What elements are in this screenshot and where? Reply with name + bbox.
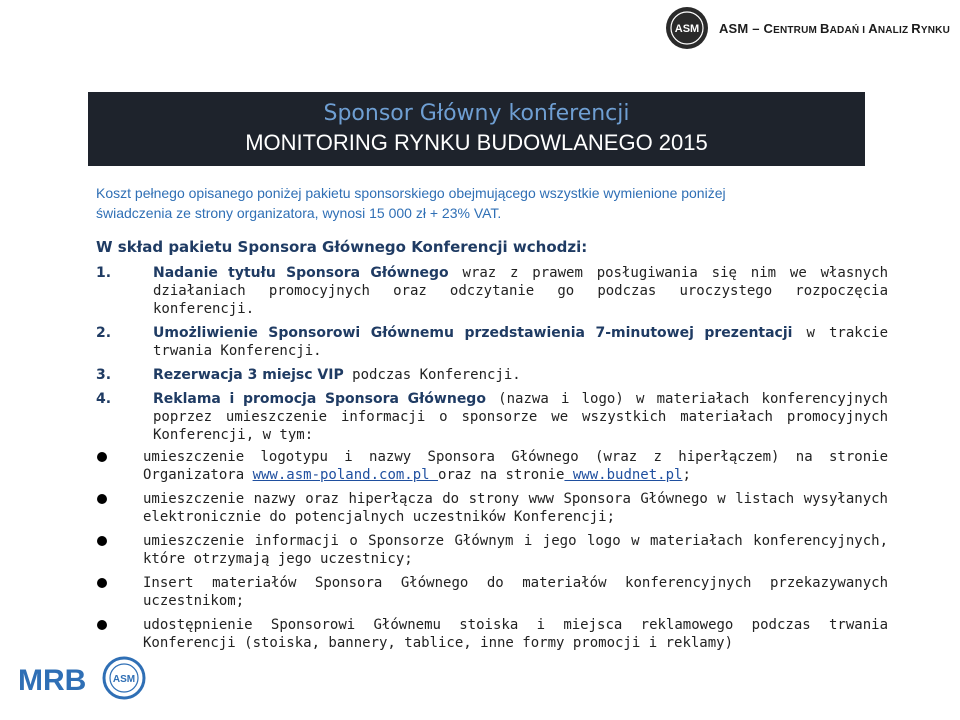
list-item	[96, 390, 888, 658]
sub-list-item: umieszczenie logotypu i nazwy Sponsora Głównego (wraz z hiperłączem) na stronie Organizatora www.asm-poland.com.pl oraz na stronie www.budnet.pl;	[49, 448, 888, 484]
bullet-icon	[49, 532, 145, 568]
mrb-badge-letters: ASM	[112, 674, 136, 685]
intro-text	[96, 183, 886, 223]
bullet-icon	[49, 448, 145, 484]
banner-subtitle: Sponsor Główny konferencji	[323, 101, 630, 126]
asm-logo-letters: ASM	[674, 23, 700, 35]
item-text: (nazwa i logo) w materiałach konferencyjnych poprzez umieszczenie informacji o sponsorze we wszystkich materiałach promocyjnych Konferencji, w tym:	[153, 391, 888, 443]
list-item	[96, 264, 888, 318]
mrb-logo-text: MRB	[18, 664, 87, 697]
item-number: 2.	[96, 325, 112, 341]
sub-list	[143, 448, 888, 652]
list-item	[96, 324, 888, 360]
item-title: Nadanie tytułu Sponsora Głównego	[153, 265, 449, 281]
banner-title: MONITORING RYNKU BUDOWLANEGO 2015	[245, 130, 708, 155]
package-content	[96, 238, 888, 664]
item-title: Rezerwacja 3 miejsc VIP	[153, 367, 344, 383]
package-lead: W skład pakietu Sponsora Głównego Konferencji wchodzi:	[96, 238, 588, 256]
item-number: 4.	[96, 391, 112, 407]
sub-list-item: Insert materiałów Sponsora Głównego do materiałów konferencyjnych przekazywanych uczestnikom;	[49, 574, 888, 610]
bullet-icon	[49, 574, 145, 610]
item-text: w trakcie trwania Konferencji.	[153, 325, 888, 359]
item-text: podczas Konferencji.	[343, 367, 521, 383]
brand-name: ASM – CENTRUM BADAŃ I ANALIZ RYNKU	[718, 20, 950, 36]
sub-list-item: umieszczenie informacji o Sponsorze Głównym i jego logo w materiałach konferencyjnych, które otrzymają jego uczestnicy;	[49, 532, 888, 568]
budnet-website-link[interactable]: www.budnet.pl	[564, 467, 683, 483]
bullet-icon	[49, 490, 145, 526]
list-item	[96, 366, 888, 384]
sub-list-item: umieszczenie nazwy oraz hiperłącza do strony www Sponsora Głównego w listach wysyłanych elektronicznie do potencjalnych uczestników Konferencji;	[49, 490, 888, 526]
item-title: Umożliwienie Sponsorowi Głównemu przedstawienia 7-minutowej prezentacji	[153, 325, 793, 341]
asm-website-link[interactable]: www.asm-poland.com.pl	[252, 467, 439, 483]
intro-line-2: świadczenia ze strony organizatora, wynosi 15 000 zł + 23% VAT.	[96, 205, 502, 221]
title-banner	[88, 92, 865, 166]
sub-list-item: udostępnienie Sponsorowi Głównemu stoiska i miejsca reklamowego podczas trwania Konferencji (stoiska, bannery, tablice, inne formy promocji i reklamy)	[49, 616, 888, 652]
header-brand	[665, 6, 950, 50]
item-text: wraz z prawem posługiwania się nim we własnych działaniach promocyjnych oraz odczytanie go podczas uroczystego rozpoczęcia konferencji.	[153, 265, 888, 317]
mrb-logo-icon	[12, 648, 172, 708]
asm-logo-icon	[665, 6, 709, 50]
item-number: 1.	[96, 265, 112, 281]
item-number: 3.	[96, 367, 112, 383]
intro-line-1: Koszt pełnego opisanego poniżej pakietu sponsorskiego obejmującego wszystkie wymienione poniżej	[96, 185, 726, 201]
bullet-icon	[49, 616, 145, 652]
item-title: Reklama i promocja Sponsora Głównego	[153, 391, 486, 407]
